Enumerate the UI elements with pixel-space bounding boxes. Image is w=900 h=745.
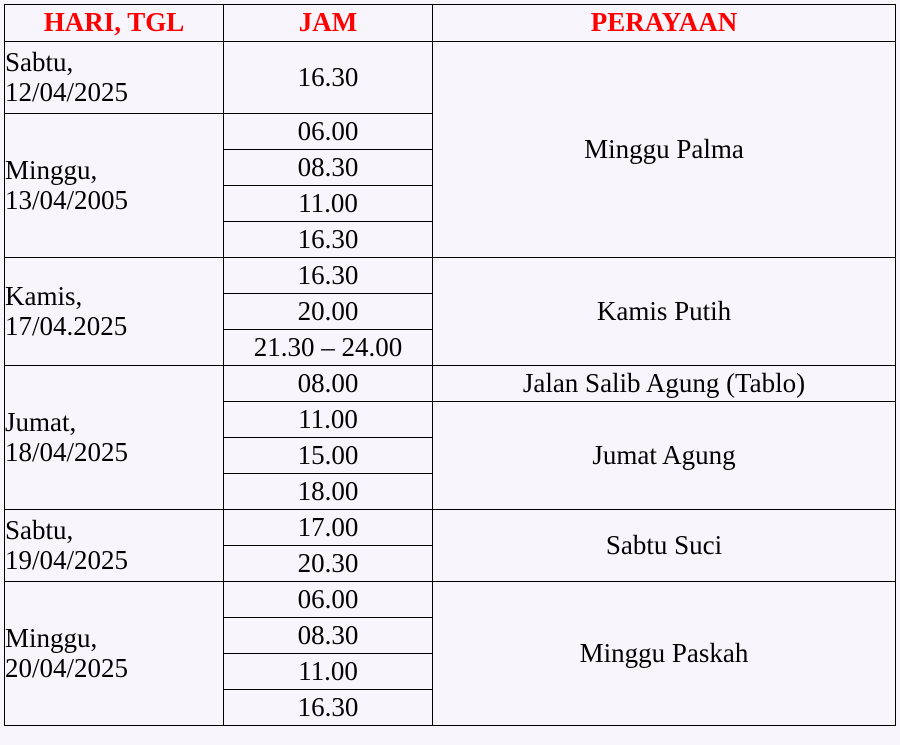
time-cell: 16.30 [224,690,433,726]
header-row [5,5,896,42]
day-name: Sabtu, [5,46,74,77]
day-cell [5,114,224,258]
table-row [5,366,896,402]
time-cell: 08.30 [224,618,433,654]
day-date: 17/04.2025 [5,310,128,341]
time-cell: 08.30 [224,150,433,186]
event-cell: Jalan Salib Agung (Tablo) [433,366,896,402]
day-date: 19/04/2025 [5,544,129,575]
day-date: 13/04/2005 [5,184,129,215]
day-name: Jumat, [5,406,77,437]
day-date: 20/04/2025 [5,652,129,683]
time-cell: 20.00 [224,294,433,330]
time-cell: 20.30 [224,546,433,582]
table-row [5,582,896,618]
time-cell: 11.00 [224,186,433,222]
event-cell: Jumat Agung [433,402,896,510]
time-cell: 21.30 – 24.00 [224,330,433,366]
day-cell [5,510,224,582]
day-cell [5,582,224,726]
time-cell: 11.00 [224,654,433,690]
time-cell: 16.30 [224,42,433,114]
time-cell: 06.00 [224,114,433,150]
day-date: 18/04/2025 [5,436,129,467]
event-cell: Minggu Palma [433,42,896,258]
time-cell: 16.30 [224,222,433,258]
day-cell [5,42,224,114]
time-cell: 11.00 [224,402,433,438]
day-name: Minggu, [5,622,98,653]
schedule-table [4,4,896,726]
table-row [5,258,896,294]
day-date: 12/04/2025 [5,76,129,107]
event-cell: Minggu Paskah [433,582,896,726]
header-day: HARI, TGL [5,5,224,42]
header-time: JAM [224,5,433,42]
table-row [5,510,896,546]
time-cell: 16.30 [224,258,433,294]
day-name: Sabtu, [5,514,74,545]
time-cell: 17.00 [224,510,433,546]
day-name: Kamis, [5,280,83,311]
day-name: Minggu, [5,154,98,185]
header-event: PERAYAAN [433,5,896,42]
table-row [5,42,896,114]
time-cell: 15.00 [224,438,433,474]
time-cell: 08.00 [224,366,433,402]
event-cell: Kamis Putih [433,258,896,366]
day-cell [5,258,224,366]
day-cell [5,366,224,510]
time-cell: 06.00 [224,582,433,618]
event-cell: Sabtu Suci [433,510,896,582]
time-cell: 18.00 [224,474,433,510]
